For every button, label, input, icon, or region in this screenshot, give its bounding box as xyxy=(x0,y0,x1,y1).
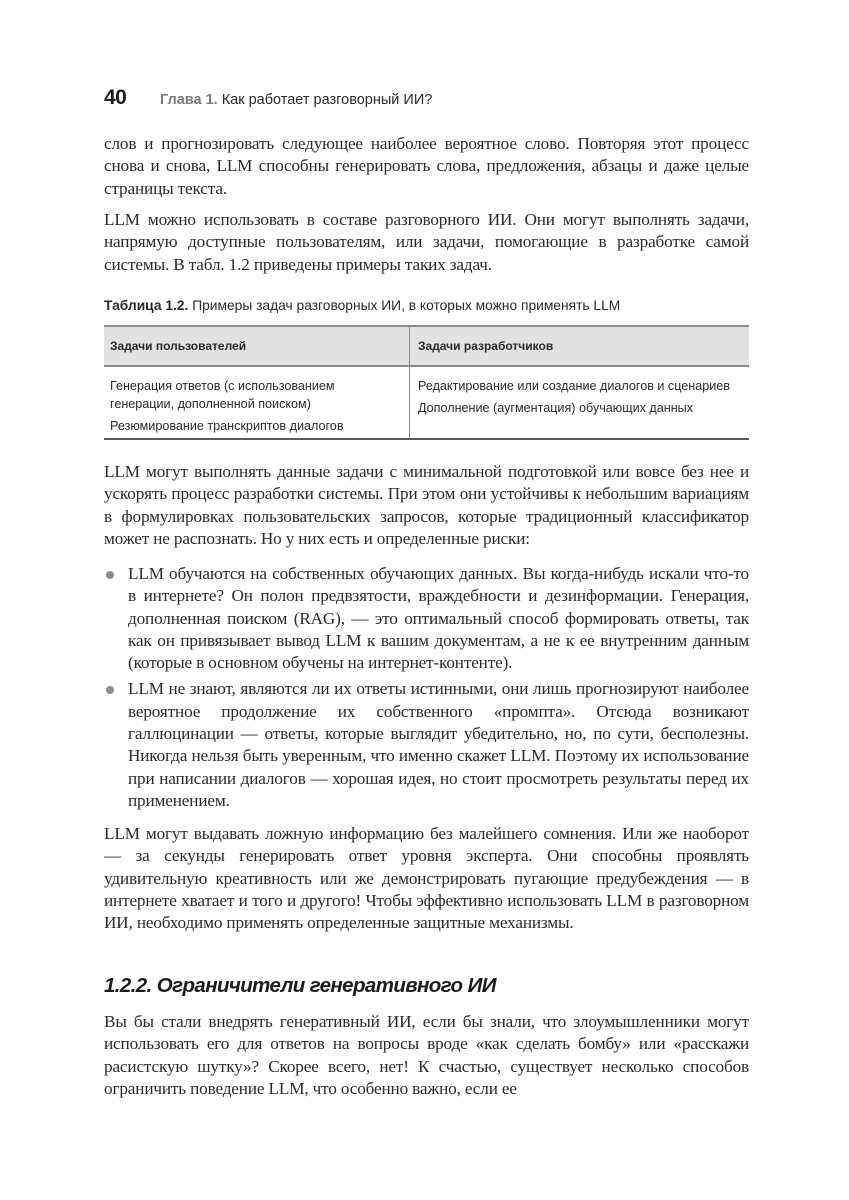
running-head xyxy=(104,86,432,110)
table-header-row xyxy=(104,327,749,367)
list-item xyxy=(104,678,749,812)
table-caption xyxy=(104,298,620,313)
chapter-title: Как работает разговорный ИИ? xyxy=(221,92,433,108)
bullet-icon xyxy=(106,686,114,694)
column-header-user-tasks: Задачи пользователей xyxy=(104,327,410,365)
section-heading: 1.2.2. Ограничители генеративного ИИ xyxy=(104,974,496,997)
chapter-label: Глава 1. xyxy=(160,92,218,108)
paragraph-4: LLM могут выдавать ложную информацию без малейшего сомнения. Или же наоборот — за секунды генерировать ответ уровня эксперта. Они способны проявлять удивительную креативность или же демонстрировать пугающие предубеждения — в интернете хватает и того и другого! Чтобы эффективно использовать LLM в разговорном ИИ, необходимо применять определенные защитные механизмы. xyxy=(104,824,749,933)
paragraph-5: Вы бы стали внедрять генеративный ИИ, если бы знали, что злоумышленники могут использовать его для ответов на вопросы вроде «как сделать бомбу» или «расскажи расистскую шутку»? Скорее всего, нет! К счастью, существует несколько способов ограничить поведение LLM, что особенно важно, если ее xyxy=(104,1012,749,1098)
list-item-text: LLM обучаются на собственных обучающих данных. Вы когда-нибудь искали что-то в интернете? Он полон предвзятости, враждебности и дезинформации. Генерация, дополненная поиском (RAG), — это оптимальный способ формировать ответы, так как он привязывает вывод LLM к вашим документам, а не к ее внутренним данным (которые в основном обучены на интернет-контенте). xyxy=(128,564,749,673)
risks-list xyxy=(104,563,749,816)
user-tasks-column xyxy=(104,367,410,438)
table-cell: Резюмирование транскриптов диалогов xyxy=(110,419,344,433)
developer-tasks-column xyxy=(410,367,749,438)
table-caption-label: Таблица 1.2. xyxy=(104,298,189,313)
column-header-developer-tasks: Задачи разработчиков xyxy=(418,339,554,353)
table-cell: Редактирование или создание диалогов и сценариев xyxy=(418,379,730,393)
bullet-icon xyxy=(106,571,114,579)
table-caption-text: Примеры задач разговорных ИИ, в которых можно применять LLM xyxy=(192,298,621,313)
list-item-text: LLM не знают, являются ли их ответы истинными, они лишь прогнозируют наиболее вероятное продолжение их собственного «промпта». Отсюда возникают галлюцинации — ответы, которые выглядит убедительно, но, по сути, бесполезны. Никогда нельзя быть уверенным, что именно скажет LLM. Поэтому их использование при написании диалогов — хорошая идея, но стоит просмотреть результаты перед их применением. xyxy=(128,679,749,810)
table-cell: Генерация ответов (с использованием генерации, дополненной поиском) xyxy=(110,379,335,411)
paragraph-2: LLM можно использовать в составе разговорного ИИ. Они могут выполнять задачи, напрямую доступные пользователям, или задачи, помогающие в разработке самой системы. В табл. 1.2 приведены примеры таких задач. xyxy=(104,210,749,274)
page-number: 40 xyxy=(104,86,127,109)
paragraph-3: LLM могут выполнять данные задачи с минимальной подготовкой или вовсе без нее и ускорять процесс разработки системы. При этом они устойчивы к небольшим вариациям в формулировках пользовательских запросов, которые традиционный классификатор может не распознать. Но у них есть и определенные риски: xyxy=(104,462,749,548)
table-body xyxy=(104,367,749,438)
list-item xyxy=(104,563,749,674)
paragraph-1: слов и прогнозировать следующее наиболее вероятное слово. Повторяя этот процесс снова и снова, LLM способны генерировать слова, предложения, абзацы и даже целые страницы текста. xyxy=(104,134,749,198)
tasks-table xyxy=(104,325,749,440)
table-cell: Дополнение (аугментация) обучающих данных xyxy=(418,401,694,415)
